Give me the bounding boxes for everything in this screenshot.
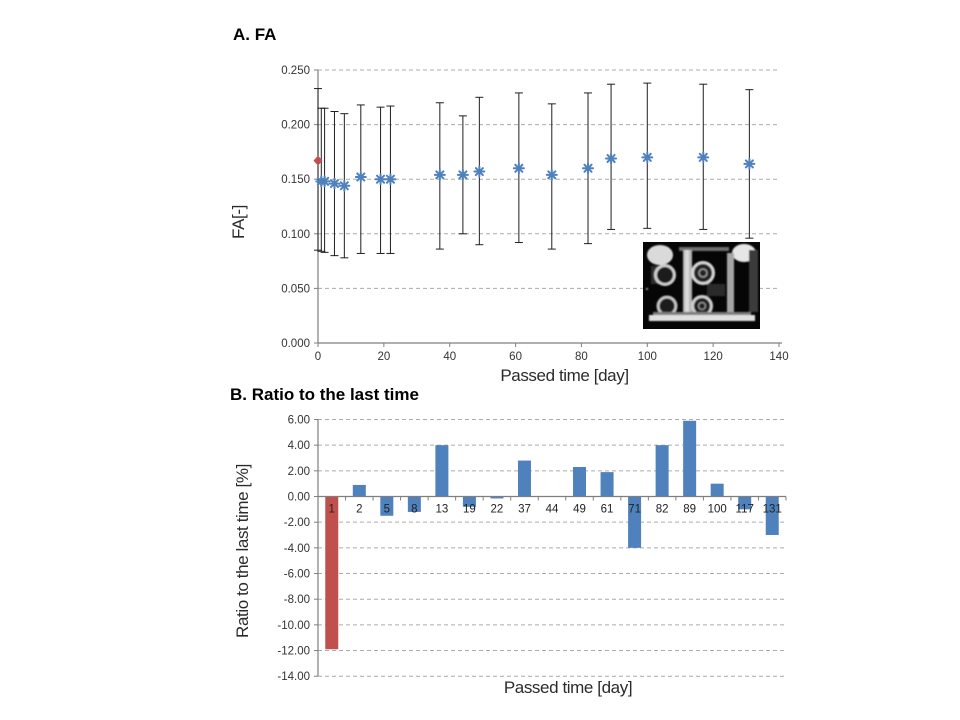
x-tick-label: 80 [575, 351, 588, 363]
y-tick-label: -14.00 [277, 671, 310, 684]
y-tick-label: -2.00 [283, 517, 310, 530]
asterisk-marker [514, 163, 524, 173]
y-tick-label: -12.00 [277, 645, 310, 658]
category-label: 5 [383, 503, 391, 516]
category-label: 19 [463, 503, 476, 516]
category-label: 61 [600, 503, 614, 516]
asterisk-marker [583, 163, 593, 173]
x-tick-label: 20 [377, 351, 391, 363]
x-tick-label: 120 [703, 351, 723, 363]
category-label: 8 [411, 503, 418, 516]
y-axis-title: Ratio to the last time [%] [233, 464, 252, 638]
ratio-bar-chart [233, 415, 786, 698]
y-tick-label: 6.00 [287, 414, 310, 427]
asterisk-marker [385, 174, 395, 184]
y-tick-label: 0.050 [281, 283, 310, 296]
y-tick-label: -8.00 [283, 594, 310, 607]
y-tick-label: 4.00 [287, 440, 310, 453]
category-label: 44 [545, 503, 559, 516]
category-label: 37 [518, 503, 531, 516]
asterisk-marker [606, 153, 616, 163]
y-tick-label: 0.150 [281, 174, 310, 187]
x-tick-label: 140 [769, 351, 789, 363]
asterisk-marker [356, 172, 366, 182]
y-tick-label: 0.100 [281, 228, 310, 241]
bar [518, 461, 531, 497]
panel-b-title: B. Ratio to the last time [230, 385, 419, 404]
asterisk-marker [435, 170, 445, 180]
x-tick-label: 0 [314, 351, 322, 363]
bar [601, 472, 614, 496]
bar [711, 484, 724, 497]
asterisk-marker [329, 179, 339, 189]
category-label: 100 [707, 503, 727, 516]
category-label: 89 [683, 503, 697, 516]
category-label: 13 [435, 503, 449, 516]
y-axis-title: FA[-] [229, 205, 248, 239]
mri-phantom-inset-image [643, 242, 760, 329]
y-tick-label: 0.200 [281, 119, 310, 132]
bar [325, 497, 338, 650]
bar [766, 497, 779, 536]
asterisk-marker [474, 167, 484, 177]
x-tick-label: 60 [509, 351, 522, 363]
y-tick-label: -10.00 [277, 619, 310, 632]
x-axis-title: Passed time [day] [503, 678, 633, 697]
asterisk-marker [339, 181, 349, 191]
category-label: 82 [655, 503, 669, 516]
y-tick-label: -6.00 [283, 568, 310, 581]
y-tick-label: -4.00 [283, 542, 310, 555]
asterisk-marker [642, 152, 652, 162]
category-label: 49 [573, 503, 586, 516]
bar [683, 421, 696, 497]
x-tick-label: 40 [443, 351, 457, 363]
asterisk-marker [458, 170, 468, 180]
fa-scatter-chart [229, 65, 789, 385]
category-label: 1 [328, 503, 335, 516]
asterisk-marker [698, 152, 708, 162]
y-tick-label: 0.00 [287, 491, 310, 504]
x-axis-title: Passed time [day] [500, 366, 629, 385]
bar [573, 467, 586, 497]
category-label: 131 [762, 503, 782, 516]
category-label: 22 [490, 503, 504, 516]
category-label: 117 [735, 503, 754, 516]
bar [656, 445, 669, 496]
bar [435, 445, 448, 496]
y-tick-label: 0.000 [281, 338, 310, 350]
y-tick-label: 2.00 [287, 465, 310, 478]
asterisk-marker [320, 176, 330, 186]
asterisk-marker [376, 174, 386, 184]
asterisk-marker [547, 170, 557, 180]
panel-a-title: A. FA [233, 25, 277, 44]
category-label: 2 [356, 503, 363, 516]
bar [353, 485, 366, 497]
y-tick-label: 0.250 [281, 65, 310, 77]
x-tick-label: 100 [637, 351, 657, 363]
asterisk-marker [744, 159, 754, 169]
category-label: 71 [628, 503, 641, 516]
